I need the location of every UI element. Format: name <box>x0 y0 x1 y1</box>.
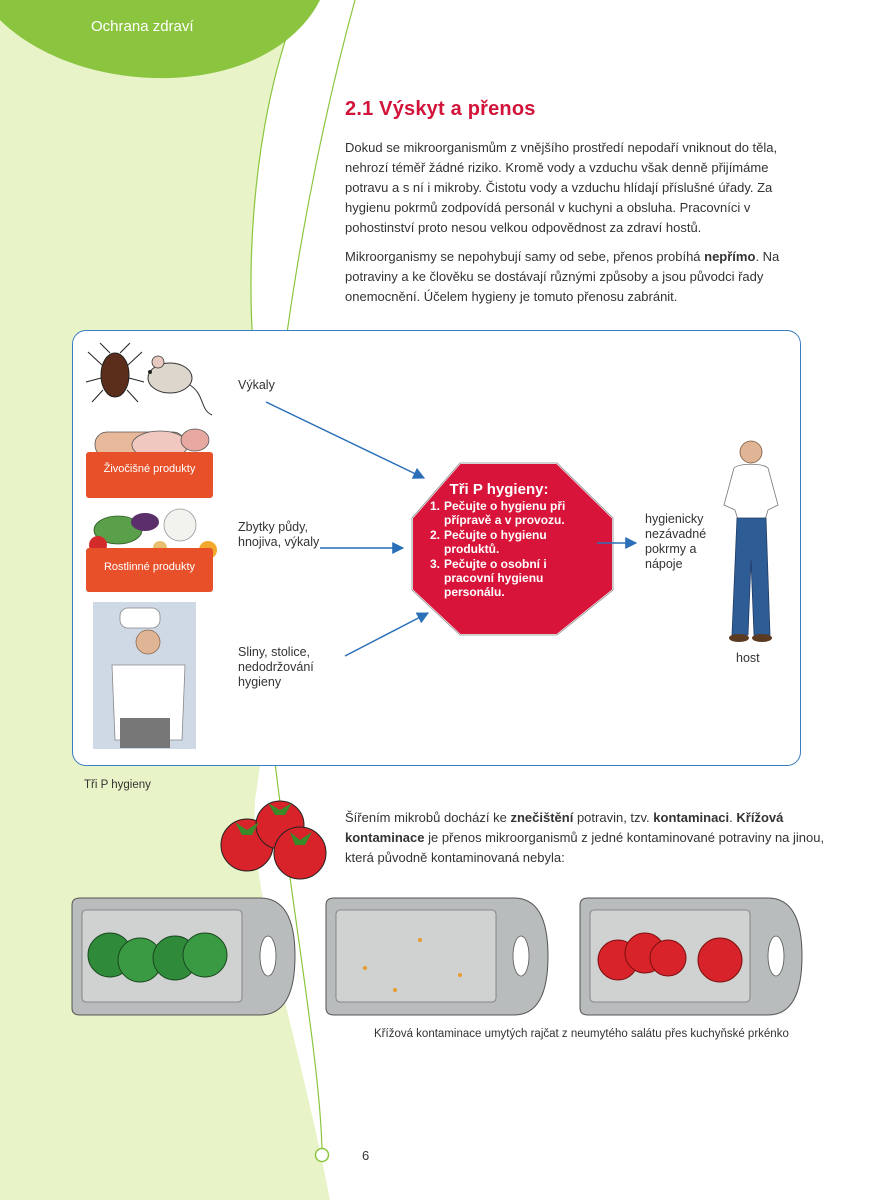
chef-illustration <box>93 602 196 749</box>
page-number: 6 <box>362 1148 370 1163</box>
cutting-board-tomatoes <box>580 898 802 1015</box>
label-guest: host <box>736 651 760 665</box>
guest-illustration <box>724 441 778 642</box>
tomatoes-icon <box>221 801 326 879</box>
paragraph-transfer: Mikroorganismy se nepohybují samy od sebe, přenos probíhá nepřímo. Na potraviny a ke člověku se dostávají různými způsoby a jsou původci řady onemocnění. Účelem hygieny je tomuto přenosu zabránit. <box>345 249 780 304</box>
label-result: hygienicky nezávadné pokrmy a nápoje <box>645 512 707 571</box>
mouse-icon <box>148 356 212 415</box>
cutting-board-empty <box>326 898 548 1015</box>
paragraph-intro: Dokud se mikroorganismům z vnějšího prostředí nepodaří vniknout do těla, nehrozí téměř žádné riziko. Kromě vody a vzduchu však denně přijímáme potravu a s ní i mikroby. Čistotu vody a vzduchu hlídají příslušné úřady. Za hygienu pokrmů zodpovídá personál v kuchyni a obsluha. Pracovníci v pohostinství proto nesou velkou odpovědnost za zdraví hostů. <box>345 140 778 235</box>
emphasis-neprimo: nepřímo <box>704 249 756 264</box>
cutting-board-lettuce <box>72 898 295 1015</box>
label-soil: Zbytky půdy, hnojiva, výkaly <box>238 520 320 549</box>
label-plant-products: Rostlinné produkty <box>86 560 213 574</box>
label-staff: Sliny, stolice, nedodržování hygieny <box>238 645 314 689</box>
paragraph-contamination: Šířením mikrobů dochází ke znečištění potravin, tzv. kontaminaci. Křížová kontaminace je přenos mikroorganismů z jedné kontaminované potraviny na jinou, která původně kontaminovaná nebyla: <box>345 810 825 865</box>
stop-sign-title: Tři P hygieny: <box>449 481 549 498</box>
cockroach-icon <box>86 343 144 402</box>
label-pests: Výkaly <box>238 378 275 392</box>
arrow-pests <box>266 402 424 478</box>
caption-three-p: Tři P hygieny <box>84 779 151 791</box>
section-header: Ochrana zdraví <box>91 18 194 35</box>
caption-cross-contamination: Křížová kontaminace umytých rajčat z neumytého salátu přes kuchyňské prkénko <box>374 1028 789 1040</box>
stop-sign-text <box>424 483 574 600</box>
label-animal-products: Živočišné produkty <box>86 462 213 476</box>
arrow-staff <box>345 613 428 656</box>
page-title: 2.1 Výskyt a přenos <box>345 98 536 120</box>
stop-item: 1. Pečujte o hygienu při přípravě a v provozu. <box>429 499 566 527</box>
stop-item: 2. Pečujte o hygienu produktů. <box>429 528 547 556</box>
stop-item: 3. Pečujte o osobní i pracovní hygienu personálu. <box>429 557 547 599</box>
